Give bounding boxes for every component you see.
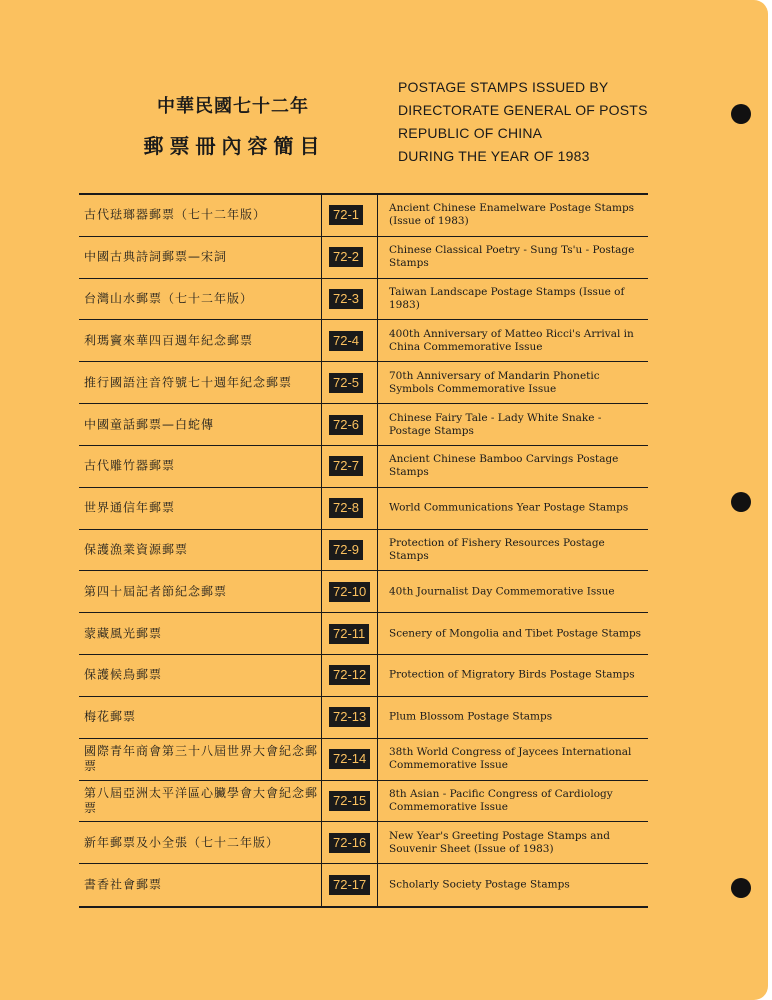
table-row [79, 655, 648, 697]
stamp-chinese-name: 推行國語注音符號七十週年紀念郵票 [84, 375, 293, 390]
english-title-line: DIRECTORATE GENERAL OF POSTS [398, 102, 648, 118]
stamp-issue-code: 72-1 [329, 205, 363, 225]
stamp-chinese-name: 台灣山水郵票（七十二年版） [84, 291, 254, 306]
stamp-issue-code: 72-14 [329, 749, 370, 769]
table-row [79, 279, 648, 321]
stamp-english-name: Scenery of Mongolia and Tibet Postage Stamps [389, 627, 642, 640]
binder-hole [731, 878, 751, 898]
stamp-chinese-name: 蒙藏風光郵票 [84, 626, 163, 641]
stamp-issue-code: 72-16 [329, 833, 370, 853]
table-row [79, 195, 648, 237]
stamp-chinese-name: 古代琺瑯器郵票（七十二年版） [84, 207, 267, 222]
stamp-issue-code: 72-12 [329, 665, 370, 685]
stamp-chinese-name: 第八屆亞洲太平洋區心臟學會大會紀念郵票 [84, 785, 319, 815]
stamp-chinese-name: 中國古典詩詞郵票—宋詞 [84, 249, 228, 264]
english-title-line: DURING THE YEAR OF 1983 [398, 148, 590, 164]
binder-hole [731, 104, 751, 124]
table-row [79, 571, 648, 613]
stamp-english-name: World Communications Year Postage Stamps [389, 501, 629, 514]
stamp-chinese-name: 第四十屆記者節紀念郵票 [84, 584, 228, 599]
stamp-issue-code: 72-17 [329, 875, 370, 895]
stamp-english-name: 70th Anniversary of Mandarin Phonetic Symbols Commemorative Issue [389, 369, 600, 395]
stamp-english-name: Taiwan Landscape Postage Stamps (Issue of 1983) [389, 286, 625, 312]
stamp-chinese-name: 保護漁業資源郵票 [84, 542, 189, 557]
english-title [398, 76, 648, 168]
stamp-issue-code: 72-13 [329, 707, 370, 727]
stamp-english-name: Chinese Classical Poetry - Sung Ts'u - Postage Stamps [389, 244, 635, 270]
english-title-line: REPUBLIC OF CHINA [398, 125, 543, 141]
stamp-english-name: Ancient Chinese Bamboo Carvings Postage Stamps [389, 453, 619, 479]
stamp-english-name: 400th Anniversary of Matteo Ricci's Arrival in China Commemorative Issue [389, 327, 634, 353]
stamp-english-name: 38th World Congress of Jaycees International Commemorative Issue [389, 746, 632, 772]
stamp-issue-code: 72-10 [329, 582, 370, 602]
stamp-english-name: Ancient Chinese Enamelware Postage Stamps (Issue of 1983) [389, 202, 635, 228]
table-row [79, 781, 648, 823]
stamp-english-name: Chinese Fairy Tale - Lady White Snake - Postage Stamps [389, 411, 602, 437]
table-row [79, 446, 648, 488]
stamp-issue-code: 72-2 [329, 247, 363, 267]
table-row [79, 530, 648, 572]
stamp-english-name: Protection of Fishery Resources Postage Stamps [389, 536, 605, 562]
stamp-issue-code: 72-4 [329, 331, 363, 351]
stamp-chinese-name: 世界通信年郵票 [84, 500, 176, 515]
stamp-chinese-name: 中國童話郵票—白蛇傳 [84, 417, 215, 432]
stamp-contents-table [79, 193, 648, 908]
table-row [79, 320, 648, 362]
english-title-line: POSTAGE STAMPS ISSUED BY [398, 79, 609, 95]
stamp-issue-code: 72-8 [329, 498, 363, 518]
stamp-issue-code: 72-9 [329, 540, 363, 560]
table-row [79, 362, 648, 404]
table-row [79, 697, 648, 739]
binder-hole [731, 492, 751, 512]
table-row [79, 237, 648, 279]
table-row [79, 822, 648, 864]
stamp-chinese-name: 書香社會郵票 [84, 877, 163, 892]
stamp-english-name: New Year's Greeting Postage Stamps and Souvenir Sheet (Issue of 1983) [389, 829, 611, 855]
stamp-english-name: Plum Blossom Postage Stamps [389, 710, 553, 723]
table-row [79, 613, 648, 655]
chinese-title-contents: 郵票冊內容簡目 [143, 134, 326, 158]
table-row [79, 739, 648, 781]
stamp-issue-code: 72-5 [329, 373, 363, 393]
table-row [79, 864, 648, 906]
stamp-chinese-name: 國際青年商會第三十八屆世界大會紀念郵票 [84, 744, 319, 774]
stamp-english-name: Scholarly Society Postage Stamps [389, 878, 570, 891]
chinese-title-year: 中華民國七十二年 [157, 96, 309, 117]
stamp-chinese-name: 利瑪竇來華四百週年紀念郵票 [84, 333, 254, 348]
stamp-issue-code: 72-3 [329, 289, 363, 309]
stamp-chinese-name: 保護候鳥郵票 [84, 667, 163, 682]
table-row [79, 404, 648, 446]
table-row [79, 488, 648, 530]
stamp-issue-code: 72-15 [329, 791, 370, 811]
stamp-english-name: 8th Asian - Pacific Congress of Cardiology Commemorative Issue [389, 787, 613, 813]
stamp-issue-code: 72-11 [329, 624, 369, 644]
stamp-english-name: 40th Journalist Day Commemorative Issue [389, 585, 615, 598]
stamp-issue-code: 72-6 [329, 415, 363, 435]
stamp-chinese-name: 梅花郵票 [84, 709, 137, 724]
stamp-chinese-name: 新年郵票及小全張（七十二年版） [84, 835, 280, 850]
stamp-issue-code: 72-7 [329, 456, 363, 476]
stamp-english-name: Protection of Migratory Birds Postage Stamps [389, 668, 635, 681]
stamp-chinese-name: 古代雕竹器郵票 [84, 458, 176, 473]
